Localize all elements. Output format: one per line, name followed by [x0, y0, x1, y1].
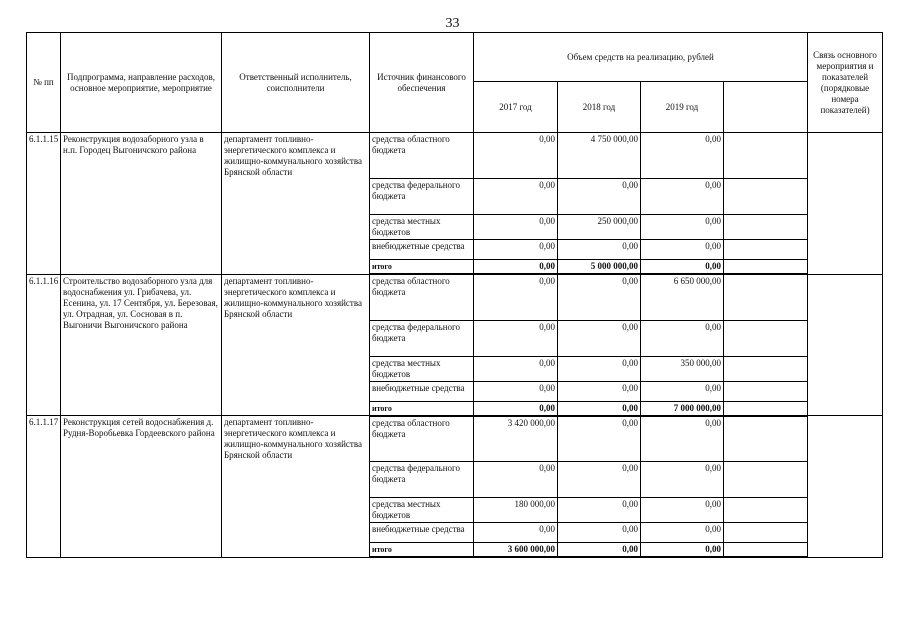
funding-source: внебюджетные средства [370, 381, 474, 401]
value-extra [724, 260, 808, 275]
measure-executor: департамент топливно-энергетического комплекса и жилищно-коммунального хозяйства Брянской области [222, 274, 370, 416]
funding-source: средства местных бюджетов [370, 215, 474, 240]
value-2018: 0,00 [558, 381, 641, 401]
value-extra [724, 381, 808, 401]
value-2019: 0,00 [641, 320, 724, 356]
value-2018: 0,00 [558, 401, 641, 416]
value-2019: 350 000,00 [641, 356, 724, 381]
header-2017: 2017 год [474, 82, 558, 133]
value-extra [724, 240, 808, 260]
value-extra [724, 401, 808, 416]
value-2019: 0,00 [641, 416, 724, 462]
value-extra [724, 356, 808, 381]
value-2019: 0,00 [641, 179, 724, 215]
value-extra [724, 498, 808, 523]
value-2018: 5 000 000,00 [558, 260, 641, 275]
value-2018: 0,00 [558, 179, 641, 215]
table-body [27, 133, 883, 558]
value-2017: 0,00 [474, 240, 558, 260]
funding-source: итого [370, 260, 474, 275]
value-2017: 0,00 [474, 274, 558, 320]
value-2019: 7 000 000,00 [641, 401, 724, 416]
value-extra [724, 543, 808, 558]
value-2018: 0,00 [558, 274, 641, 320]
measure-code: 6.1.1.16 [27, 274, 61, 416]
value-2018: 4 750 000,00 [558, 133, 641, 179]
funding-source: средства областного бюджета [370, 274, 474, 320]
value-extra [724, 462, 808, 498]
value-2017: 0,00 [474, 179, 558, 215]
funding-source: средства федерального бюджета [370, 179, 474, 215]
value-2019: 0,00 [641, 381, 724, 401]
value-extra [724, 179, 808, 215]
value-2019: 0,00 [641, 215, 724, 240]
value-2018: 0,00 [558, 416, 641, 462]
value-2018: 0,00 [558, 498, 641, 523]
value-2018: 0,00 [558, 240, 641, 260]
value-2018: 0,00 [558, 462, 641, 498]
value-2017: 3 420 000,00 [474, 416, 558, 462]
funding-source: средства федерального бюджета [370, 462, 474, 498]
value-2017: 0,00 [474, 523, 558, 543]
table-row [27, 416, 883, 462]
header-volume: Объем средств на реализацию, рублей [474, 33, 808, 82]
value-2017: 0,00 [474, 401, 558, 416]
value-2019: 0,00 [641, 260, 724, 275]
value-2019: 6 650 000,00 [641, 274, 724, 320]
value-2017: 0,00 [474, 260, 558, 275]
funding-source: внебюджетные средства [370, 523, 474, 543]
value-extra [724, 133, 808, 179]
measure-executor: департамент топливно-энергетического комплекса и жилищно-коммунального хозяйства Брянской области [222, 416, 370, 558]
value-2017: 0,00 [474, 381, 558, 401]
value-2017: 0,00 [474, 356, 558, 381]
funding-source: итого [370, 543, 474, 558]
value-extra [724, 274, 808, 320]
indicator-link [808, 274, 883, 416]
funding-source: средства областного бюджета [370, 416, 474, 462]
measure-code: 6.1.1.15 [27, 133, 61, 275]
value-2019: 0,00 [641, 462, 724, 498]
value-2018: 250 000,00 [558, 215, 641, 240]
page-number: 33 [445, 16, 460, 31]
table-row [27, 274, 883, 320]
indicator-link [808, 416, 883, 558]
measure-code: 6.1.1.17 [27, 416, 61, 558]
header-name: Подпрограмма, направление расходов, основное мероприятие, мероприятие [61, 33, 222, 133]
value-2017: 0,00 [474, 133, 558, 179]
header-num: № пп [27, 33, 61, 133]
funding-source: средства местных бюджетов [370, 356, 474, 381]
funding-source: внебюджетные средства [370, 240, 474, 260]
value-2017: 3 600 000,00 [474, 543, 558, 558]
value-extra [724, 215, 808, 240]
table-row [27, 133, 883, 179]
header-source: Источник финансового обеспечения [370, 33, 474, 133]
value-2019: 0,00 [641, 523, 724, 543]
indicator-link [808, 133, 883, 275]
funding-source: средства федерального бюджета [370, 320, 474, 356]
value-extra [724, 416, 808, 462]
budget-table [26, 32, 883, 558]
value-2017: 0,00 [474, 462, 558, 498]
value-2019: 0,00 [641, 543, 724, 558]
measure-name: Реконструкция водозаборного узла в н.п. Городец Выгоничского района [61, 133, 222, 275]
funding-source: средства областного бюджета [370, 133, 474, 179]
value-2018: 0,00 [558, 320, 641, 356]
value-2017: 0,00 [474, 320, 558, 356]
header-link: Связь основного мероприятия и показателей (порядковые номера показателей) [808, 33, 883, 133]
measure-name: Строительство водозаборного узла для водоснабжения ул. Грибачева, ул. Есенина, ул. 17 Сентября, ул. Березовая, ул. Отрадная, ул. Сосновая в п. Выгоничи Выгоничского района [61, 274, 222, 416]
funding-source: итого [370, 401, 474, 416]
value-2019: 0,00 [641, 240, 724, 260]
value-2018: 0,00 [558, 523, 641, 543]
value-2017: 180 000,00 [474, 498, 558, 523]
funding-source: средства местных бюджетов [370, 498, 474, 523]
value-extra [724, 320, 808, 356]
value-2018: 0,00 [558, 543, 641, 558]
value-2017: 0,00 [474, 215, 558, 240]
value-2018: 0,00 [558, 356, 641, 381]
header-executor: Ответственный исполнитель, соисполнители [222, 33, 370, 133]
value-2019: 0,00 [641, 133, 724, 179]
value-2019: 0,00 [641, 498, 724, 523]
header-2019: 2019 год [641, 82, 724, 133]
value-extra [724, 523, 808, 543]
header-blank [724, 82, 808, 133]
header-2018: 2018 год [558, 82, 641, 133]
measure-executor: департамент топливно-энергетического комплекса и жилищно-коммунального хозяйства Брянской области [222, 133, 370, 275]
measure-name: Реконструкция сетей водоснабжения д. Рудня-Воробьевка Гордеевского района [61, 416, 222, 558]
